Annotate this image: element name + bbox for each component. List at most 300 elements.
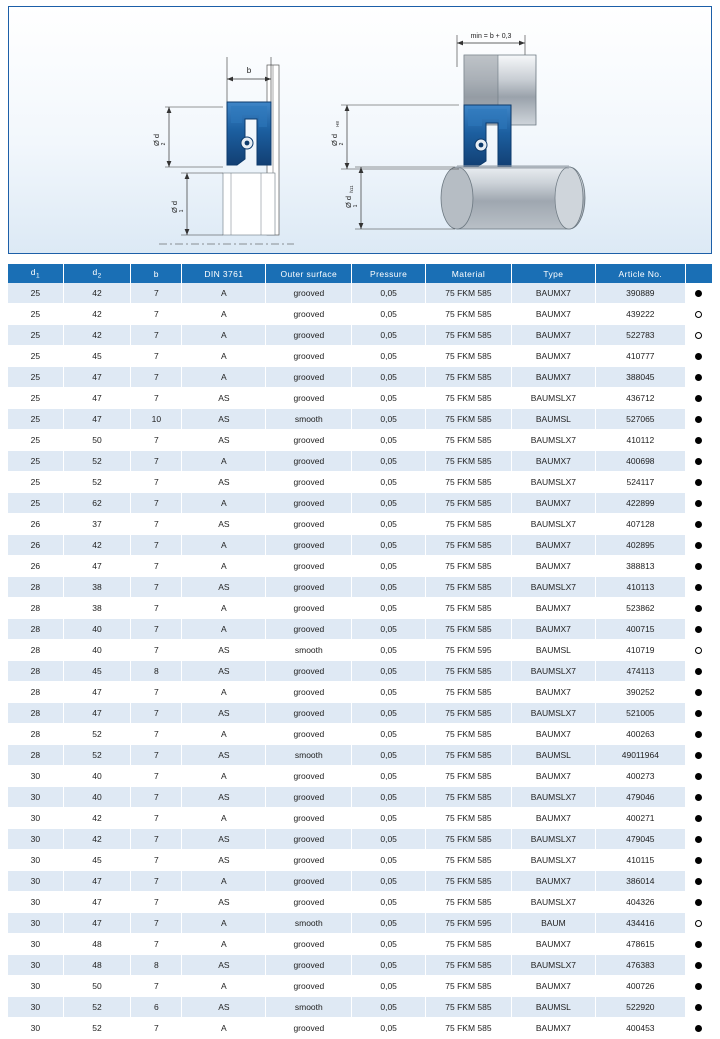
cell-article-no: 524117 (595, 472, 685, 493)
cell-material: 75 FKM 585 (425, 367, 511, 388)
cell-type: BAUMX7 (511, 283, 595, 304)
cell-b: 7 (131, 976, 182, 997)
cell-outer-surface: grooved (266, 724, 352, 745)
availability-indicator (685, 283, 712, 304)
cell-d1: 25 (8, 430, 63, 451)
table-row[interactable] (8, 955, 712, 976)
cell-pressure: 0,05 (352, 430, 426, 451)
cell-pressure: 0,05 (352, 871, 426, 892)
filled-circle-icon (695, 794, 702, 801)
cell-d2: 38 (63, 577, 131, 598)
cell-pressure: 0,05 (352, 724, 426, 745)
cell-din-3761: AS (182, 745, 266, 766)
cell-pressure: 0,05 (352, 556, 426, 577)
cell-outer-surface: grooved (266, 388, 352, 409)
cell-pressure: 0,05 (352, 661, 426, 682)
cell-material: 75 FKM 585 (425, 514, 511, 535)
svg-text:Ø d: Ø d (330, 133, 339, 147)
svg-text:h11: h11 (349, 185, 354, 193)
cell-material: 75 FKM 585 (425, 997, 511, 1018)
diagram-panel (8, 6, 712, 254)
seal-cross-section-diagram (152, 57, 294, 244)
cell-din-3761: AS (182, 577, 266, 598)
cell-pressure: 0,05 (352, 346, 426, 367)
table-row[interactable] (8, 829, 712, 850)
cell-outer-surface: grooved (266, 430, 352, 451)
cell-b: 7 (131, 388, 182, 409)
table-row[interactable] (8, 766, 712, 787)
filled-circle-icon (695, 563, 702, 570)
filled-circle-icon (695, 857, 702, 864)
cell-type: BAUMX7 (511, 1018, 595, 1039)
cell-article-no: 400263 (595, 724, 685, 745)
cell-outer-surface: grooved (266, 808, 352, 829)
availability-indicator (685, 661, 712, 682)
cell-d2: 42 (63, 304, 131, 325)
cell-type: BAUMX7 (511, 367, 595, 388)
cell-material: 75 FKM 585 (425, 703, 511, 724)
cell-b: 7 (131, 598, 182, 619)
table-row[interactable] (8, 661, 712, 682)
filled-circle-icon (695, 983, 702, 990)
cell-type: BAUMSLX7 (511, 850, 595, 871)
availability-indicator (685, 367, 712, 388)
filled-circle-icon (695, 836, 702, 843)
cell-b: 7 (131, 871, 182, 892)
cell-type: BAUMSL (511, 640, 595, 661)
cell-material: 75 FKM 595 (425, 913, 511, 934)
availability-indicator (685, 388, 712, 409)
cell-b: 7 (131, 577, 182, 598)
cell-pressure: 0,05 (352, 787, 426, 808)
cell-din-3761: A (182, 598, 266, 619)
cell-b: 7 (131, 451, 182, 472)
svg-text:b: b (246, 66, 252, 75)
cell-material: 75 FKM 585 (425, 766, 511, 787)
cell-d2: 40 (63, 619, 131, 640)
cell-b: 7 (131, 724, 182, 745)
table-row[interactable] (8, 682, 712, 703)
col-header-material: Material (425, 264, 511, 283)
table-row[interactable] (8, 934, 712, 955)
cell-type: BAUMSLX7 (511, 472, 595, 493)
cell-pressure: 0,05 (352, 472, 426, 493)
table-row[interactable] (8, 388, 712, 409)
cell-d2: 47 (63, 367, 131, 388)
cell-outer-surface: grooved (266, 493, 352, 514)
cell-type: BAUM (511, 913, 595, 934)
filled-circle-icon (695, 752, 702, 759)
cell-outer-surface: grooved (266, 934, 352, 955)
filled-circle-icon (695, 668, 702, 675)
table-row[interactable] (8, 514, 712, 535)
cell-material: 75 FKM 585 (425, 535, 511, 556)
cell-b: 7 (131, 514, 182, 535)
cell-material: 75 FKM 585 (425, 493, 511, 514)
cell-material: 75 FKM 585 (425, 409, 511, 430)
cell-d1: 25 (8, 451, 63, 472)
cell-d2: 42 (63, 808, 131, 829)
cell-article-no: 479046 (595, 787, 685, 808)
availability-indicator (685, 577, 712, 598)
table-row[interactable] (8, 493, 712, 514)
cell-article-no: 390889 (595, 283, 685, 304)
table-row[interactable] (8, 283, 712, 304)
cell-din-3761: A (182, 346, 266, 367)
table-row[interactable] (8, 1018, 712, 1039)
cell-pressure: 0,05 (352, 535, 426, 556)
cell-d1: 28 (8, 619, 63, 640)
cell-material: 75 FKM 585 (425, 787, 511, 808)
cell-d2: 47 (63, 556, 131, 577)
availability-indicator (685, 325, 712, 346)
table-row[interactable] (8, 325, 712, 346)
availability-indicator (685, 724, 712, 745)
col-header-d1: $d_1$ (8, 264, 63, 283)
cell-pressure: 0,05 (352, 598, 426, 619)
cell-material: 75 FKM 585 (425, 724, 511, 745)
cell-b: 7 (131, 367, 182, 388)
cell-material: 75 FKM 585 (425, 955, 511, 976)
cell-din-3761: AS (182, 787, 266, 808)
cell-outer-surface: smooth (266, 640, 352, 661)
cell-outer-surface: grooved (266, 346, 352, 367)
cell-type: BAUMSL (511, 997, 595, 1018)
availability-indicator (685, 640, 712, 661)
cell-pressure: 0,05 (352, 997, 426, 1018)
cell-type: BAUMX7 (511, 556, 595, 577)
filled-circle-icon (695, 1025, 702, 1032)
cell-d1: 30 (8, 850, 63, 871)
cell-din-3761: AS (182, 703, 266, 724)
svg-text:H8: H8 (335, 121, 340, 127)
cell-material: 75 FKM 585 (425, 451, 511, 472)
cell-pressure: 0,05 (352, 703, 426, 724)
svg-text:Ø d: Ø d (170, 200, 179, 214)
cell-b: 7 (131, 325, 182, 346)
cell-b: 10 (131, 409, 182, 430)
cell-outer-surface: grooved (266, 976, 352, 997)
cell-d1: 30 (8, 1018, 63, 1039)
cell-d2: 42 (63, 325, 131, 346)
cell-pressure: 0,05 (352, 304, 426, 325)
cell-d1: 30 (8, 913, 63, 934)
cell-type: BAUMSLX7 (511, 577, 595, 598)
cell-d1: 30 (8, 892, 63, 913)
cell-b: 7 (131, 892, 182, 913)
cell-outer-surface: grooved (266, 892, 352, 913)
cell-material: 75 FKM 585 (425, 829, 511, 850)
cell-pressure: 0,05 (352, 808, 426, 829)
technical-drawing (9, 7, 712, 253)
open-circle-icon (695, 311, 702, 318)
cell-material: 75 FKM 585 (425, 304, 511, 325)
cell-outer-surface: grooved (266, 283, 352, 304)
table-row[interactable] (8, 724, 712, 745)
cell-material: 75 FKM 585 (425, 283, 511, 304)
cell-d1: 26 (8, 556, 63, 577)
cell-d1: 30 (8, 871, 63, 892)
cell-d2: 42 (63, 535, 131, 556)
cell-din-3761: AS (182, 388, 266, 409)
cell-article-no: 478615 (595, 934, 685, 955)
cell-article-no: 400698 (595, 451, 685, 472)
cell-article-no: 407128 (595, 514, 685, 535)
cell-article-no: 434416 (595, 913, 685, 934)
cell-b: 7 (131, 556, 182, 577)
table-row[interactable] (8, 556, 712, 577)
svg-text:Ø d: Ø d (344, 195, 353, 209)
table-row[interactable] (8, 745, 712, 766)
cell-b: 7 (131, 682, 182, 703)
cell-type: BAUMSLX7 (511, 829, 595, 850)
cell-outer-surface: grooved (266, 556, 352, 577)
table-row[interactable] (8, 598, 712, 619)
cell-b: 7 (131, 304, 182, 325)
cell-din-3761: A (182, 934, 266, 955)
table-row[interactable] (8, 640, 712, 661)
cell-pressure: 0,05 (352, 955, 426, 976)
cell-d2: 52 (63, 451, 131, 472)
availability-indicator (685, 304, 712, 325)
cell-din-3761: AS (182, 829, 266, 850)
cell-d2: 47 (63, 388, 131, 409)
filled-circle-icon (695, 542, 702, 549)
svg-text:1: 1 (179, 209, 185, 213)
cell-d2: 45 (63, 850, 131, 871)
table-row[interactable] (8, 892, 712, 913)
filled-circle-icon (695, 1004, 702, 1011)
table-row[interactable] (8, 619, 712, 640)
cell-article-no: 388045 (595, 367, 685, 388)
cell-din-3761: AS (182, 661, 266, 682)
cell-din-3761: A (182, 871, 266, 892)
open-circle-icon (695, 647, 702, 654)
filled-circle-icon (695, 479, 702, 486)
cell-outer-surface: grooved (266, 535, 352, 556)
filled-circle-icon (695, 605, 702, 612)
cell-d2: 40 (63, 766, 131, 787)
cell-d1: 28 (8, 598, 63, 619)
cell-din-3761: A (182, 367, 266, 388)
cell-article-no: 402895 (595, 535, 685, 556)
cell-pressure: 0,05 (352, 577, 426, 598)
table-row[interactable] (8, 850, 712, 871)
cell-d1: 28 (8, 745, 63, 766)
cell-din-3761: AS (182, 472, 266, 493)
filled-circle-icon (695, 395, 702, 402)
cell-pressure: 0,05 (352, 892, 426, 913)
cell-b: 7 (131, 493, 182, 514)
cell-type: BAUMSLX7 (511, 661, 595, 682)
filled-circle-icon (695, 941, 702, 948)
cell-d1: 28 (8, 640, 63, 661)
cell-d2: 47 (63, 913, 131, 934)
cell-article-no: 410719 (595, 640, 685, 661)
cell-pressure: 0,05 (352, 619, 426, 640)
cell-material: 75 FKM 585 (425, 598, 511, 619)
catalog-page (0, 6, 720, 1033)
table-row[interactable] (8, 472, 712, 493)
cell-material: 75 FKM 585 (425, 871, 511, 892)
cell-d2: 50 (63, 430, 131, 451)
cell-article-no: 400726 (595, 976, 685, 997)
cell-outer-surface: grooved (266, 871, 352, 892)
cell-article-no: 400273 (595, 766, 685, 787)
cell-d2: 37 (63, 514, 131, 535)
col-header-d2: $d_2$ (63, 264, 131, 283)
cell-outer-surface: grooved (266, 577, 352, 598)
availability-indicator (685, 745, 712, 766)
table-row[interactable] (8, 409, 712, 430)
table-row[interactable] (8, 304, 712, 325)
cell-pressure: 0,05 (352, 640, 426, 661)
cell-pressure: 0,05 (352, 367, 426, 388)
availability-indicator (685, 955, 712, 976)
cell-outer-surface: grooved (266, 850, 352, 871)
svg-text:1: 1 (353, 204, 359, 208)
cell-d1: 25 (8, 367, 63, 388)
cell-article-no: 400453 (595, 1018, 685, 1039)
table-row[interactable] (8, 787, 712, 808)
cell-d1: 25 (8, 325, 63, 346)
cell-type: BAUMSLX7 (511, 787, 595, 808)
cell-material: 75 FKM 585 (425, 430, 511, 451)
cell-din-3761: A (182, 766, 266, 787)
cell-d2: 45 (63, 661, 131, 682)
cell-material: 75 FKM 585 (425, 325, 511, 346)
cell-d2: 47 (63, 871, 131, 892)
cell-b: 8 (131, 955, 182, 976)
cell-b: 7 (131, 829, 182, 850)
cell-pressure: 0,05 (352, 409, 426, 430)
availability-indicator (685, 346, 712, 367)
col-header-din-3761: DIN 3761 (182, 264, 266, 283)
filled-circle-icon (695, 710, 702, 717)
cell-b: 7 (131, 850, 182, 871)
availability-indicator (685, 808, 712, 829)
cell-d2: 40 (63, 787, 131, 808)
cell-type: BAUMX7 (511, 724, 595, 745)
availability-indicator (685, 472, 712, 493)
cell-b: 6 (131, 997, 182, 1018)
availability-indicator (685, 913, 712, 934)
cell-type: BAUMSLX7 (511, 388, 595, 409)
cell-b: 7 (131, 1018, 182, 1039)
cell-outer-surface: grooved (266, 682, 352, 703)
cell-article-no: 476383 (595, 955, 685, 976)
cell-d2: 45 (63, 346, 131, 367)
table-row[interactable] (8, 808, 712, 829)
cell-din-3761: A (182, 325, 266, 346)
cell-d2: 50 (63, 976, 131, 997)
cell-b: 7 (131, 472, 182, 493)
table-row[interactable] (8, 451, 712, 472)
cell-d2: 47 (63, 892, 131, 913)
cell-d2: 52 (63, 1018, 131, 1039)
cell-article-no: 400271 (595, 808, 685, 829)
availability-indicator (685, 703, 712, 724)
availability-indicator (685, 409, 712, 430)
table-row[interactable] (8, 367, 712, 388)
cell-type: BAUMX7 (511, 871, 595, 892)
availability-indicator (685, 871, 712, 892)
cell-d2: 47 (63, 703, 131, 724)
cell-type: BAUMX7 (511, 598, 595, 619)
cell-material: 75 FKM 585 (425, 892, 511, 913)
table-row[interactable] (8, 346, 712, 367)
cell-outer-surface: smooth (266, 913, 352, 934)
table-row[interactable] (8, 976, 712, 997)
cell-d2: 62 (63, 493, 131, 514)
col-header-type: Type (511, 264, 595, 283)
cell-d2: 38 (63, 598, 131, 619)
cell-material: 75 FKM 585 (425, 976, 511, 997)
cell-b: 7 (131, 619, 182, 640)
cell-din-3761: AS (182, 997, 266, 1018)
cell-d2: 40 (63, 640, 131, 661)
table-row[interactable] (8, 703, 712, 724)
filled-circle-icon (695, 500, 702, 507)
cell-material: 75 FKM 585 (425, 1018, 511, 1039)
cell-d1: 30 (8, 934, 63, 955)
cell-material: 75 FKM 585 (425, 682, 511, 703)
availability-indicator (685, 451, 712, 472)
table-row[interactable] (8, 535, 712, 556)
cell-outer-surface: grooved (266, 661, 352, 682)
availability-indicator (685, 829, 712, 850)
table-row[interactable] (8, 997, 712, 1018)
table-row[interactable] (8, 577, 712, 598)
table-row[interactable] (8, 913, 712, 934)
cell-d1: 30 (8, 808, 63, 829)
cell-pressure: 0,05 (352, 493, 426, 514)
availability-indicator (685, 892, 712, 913)
cell-outer-surface: grooved (266, 787, 352, 808)
cell-d2: 47 (63, 682, 131, 703)
col-header-b: b (131, 264, 182, 283)
cell-pressure: 0,05 (352, 829, 426, 850)
svg-text:2: 2 (161, 142, 167, 146)
cell-material: 75 FKM 585 (425, 472, 511, 493)
cell-outer-surface: grooved (266, 619, 352, 640)
cell-pressure: 0,05 (352, 934, 426, 955)
availability-indicator (685, 430, 712, 451)
cell-din-3761: AS (182, 640, 266, 661)
cell-din-3761: A (182, 304, 266, 325)
cell-article-no: 410115 (595, 850, 685, 871)
cell-pressure: 0,05 (352, 766, 426, 787)
cell-type: BAUMX7 (511, 535, 595, 556)
availability-indicator (685, 850, 712, 871)
cell-pressure: 0,05 (352, 1018, 426, 1039)
cell-d1: 28 (8, 577, 63, 598)
cell-pressure: 0,05 (352, 283, 426, 304)
filled-circle-icon (695, 584, 702, 591)
availability-indicator (685, 619, 712, 640)
specification-table (8, 264, 712, 1039)
cell-pressure: 0,05 (352, 850, 426, 871)
cell-d1: 28 (8, 661, 63, 682)
cell-din-3761: A (182, 451, 266, 472)
cell-type: BAUMSL (511, 409, 595, 430)
cell-d2: 52 (63, 745, 131, 766)
cell-b: 7 (131, 913, 182, 934)
cell-type: BAUMX7 (511, 451, 595, 472)
table-row[interactable] (8, 430, 712, 451)
cell-d1: 25 (8, 283, 63, 304)
table-row[interactable] (8, 871, 712, 892)
